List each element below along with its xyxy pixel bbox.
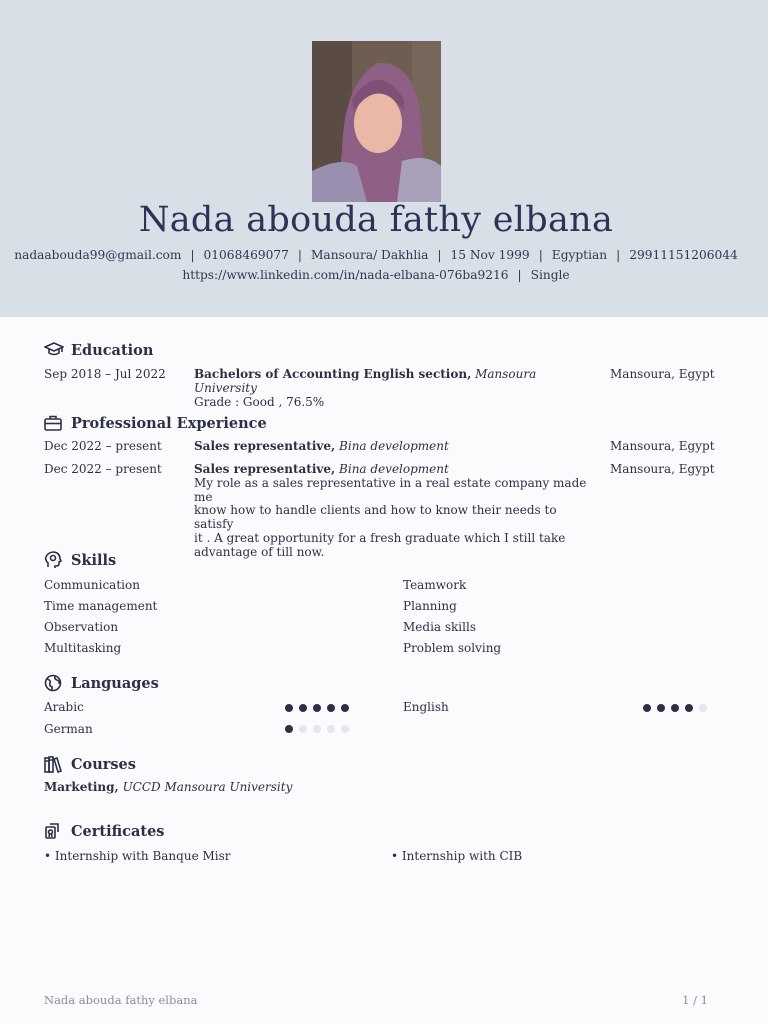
phone-text: 01068469077: [203, 248, 289, 262]
skill-item: Communication: [44, 578, 140, 592]
education-location: Mansoura, Egypt: [610, 367, 715, 381]
experience-1-role: Sales representative,: [194, 439, 336, 453]
certificate-text: Internship with CIB: [401, 849, 523, 863]
education-grade: Grade : Good , 76.5%: [194, 394, 325, 409]
birthdate-text: 15 Nov 1999: [450, 248, 530, 262]
certificate-text: Internship with Banque Misr: [54, 849, 231, 863]
experience-2-desc-line: it . A great opportunity for a fresh graduate which I still take: [194, 530, 566, 545]
level-dot-filled: [285, 704, 293, 712]
experience-2-entry: [194, 463, 589, 560]
skill-item: Problem solving: [403, 641, 502, 655]
graduation-cap-icon: [44, 341, 64, 359]
languages-title: Languages: [71, 674, 159, 692]
skills-heading: [44, 551, 116, 569]
courses-heading: [44, 755, 136, 773]
languages-heading: [44, 674, 159, 692]
level-dot-filled: [313, 704, 321, 712]
course-name: Marketing,: [44, 780, 119, 794]
experience-title: Professional Experience: [71, 414, 267, 432]
certificate-item: • Internship with CIB: [391, 849, 523, 863]
experience-2-location: Mansoura, Egypt: [610, 462, 715, 476]
skill-item: Observation: [44, 620, 119, 634]
language-level-dots: [285, 725, 349, 733]
skill-item: Planning: [403, 599, 457, 613]
globe-icon: [44, 674, 64, 692]
books-icon: [44, 755, 64, 773]
level-dot-empty: [699, 704, 707, 712]
education-school: Mansoura University: [194, 367, 537, 395]
level-dot-empty: [341, 725, 349, 733]
level-dot-empty: [313, 725, 321, 733]
language-name: Arabic: [44, 700, 84, 714]
skill-item: Media skills: [403, 620, 476, 634]
separator: |: [517, 268, 522, 282]
profile-photo: [312, 41, 441, 202]
certificate-item: • Internship with Banque Misr: [44, 849, 231, 863]
experience-2-company: Bina development: [339, 462, 449, 476]
experience-2-desc-line: My role as a sales representative in a real estate company made me: [194, 475, 587, 504]
experience-heading: [44, 414, 267, 432]
education-degree: Bachelors of Accounting English section,: [194, 367, 472, 381]
education-heading: [44, 341, 153, 359]
contact-line-1: [0, 248, 752, 262]
language-level-dots: [643, 704, 707, 712]
id-number-text: 29911151206044: [629, 248, 738, 262]
certificates-heading: [44, 822, 164, 840]
separator: |: [616, 248, 621, 262]
separator: |: [297, 248, 302, 262]
skill-item: Multitasking: [44, 641, 122, 655]
certificates-title: Certificates: [71, 822, 165, 840]
level-dot-filled: [643, 704, 651, 712]
skill-item: Teamwork: [403, 578, 467, 592]
level-dot-filled: [671, 704, 679, 712]
skill-item: Time management: [44, 599, 158, 613]
education-date: Sep 2018 – Jul 2022: [44, 367, 166, 381]
course-entry: [44, 781, 292, 795]
level-dot-filled: [327, 704, 335, 712]
language-name: German: [44, 722, 93, 736]
briefcase-icon: [44, 414, 64, 432]
experience-1-date: Dec 2022 – present: [44, 439, 162, 453]
marital-status-text: Single: [530, 268, 570, 282]
level-dot-filled: [657, 704, 665, 712]
experience-1-location: Mansoura, Egypt: [610, 439, 715, 453]
language-name: English: [403, 700, 449, 714]
level-dot-filled: [299, 704, 307, 712]
candidate-name: Nada abouda fathy elbana: [138, 200, 614, 240]
location-text: Mansoura/ Dakhlia: [310, 248, 429, 262]
education-title: Education: [71, 341, 154, 359]
experience-2-role: Sales representative,: [194, 462, 336, 476]
language-level-dots: [285, 704, 349, 712]
footer-name: Nada abouda fathy elbana: [44, 993, 198, 1007]
course-provider: UCCD Mansoura University: [122, 780, 293, 794]
experience-1-entry: [194, 440, 589, 454]
experience-2-desc-line: know how to handle clients and how to know their needs to satisfy: [194, 503, 557, 532]
experience-2-date: Dec 2022 – present: [44, 462, 162, 476]
separator: |: [538, 248, 543, 262]
skills-title: Skills: [71, 551, 117, 569]
experience-1-company: Bina development: [339, 439, 449, 453]
separator: |: [190, 248, 195, 262]
nationality-text: Egyptian: [551, 248, 608, 262]
page-number: 1 / 1: [682, 993, 708, 1007]
level-dot-empty: [299, 725, 307, 733]
separator: |: [437, 248, 442, 262]
linkedin-link[interactable]: https://www.linkedin.com/in/nada-elbana-076ba9216: [182, 268, 509, 282]
courses-title: Courses: [71, 755, 136, 773]
head-brain-icon: [44, 551, 64, 569]
level-dot-filled: [285, 725, 293, 733]
email-text[interactable]: nadaabouda99@gmail.com: [14, 248, 182, 262]
certificate-icon: [44, 822, 64, 840]
level-dot-empty: [327, 725, 335, 733]
experience-2-desc-line: advantage of till now.: [194, 544, 325, 559]
level-dot-filled: [685, 704, 693, 712]
level-dot-filled: [341, 704, 349, 712]
contact-line-2: [0, 268, 752, 282]
education-entry: [194, 368, 589, 409]
